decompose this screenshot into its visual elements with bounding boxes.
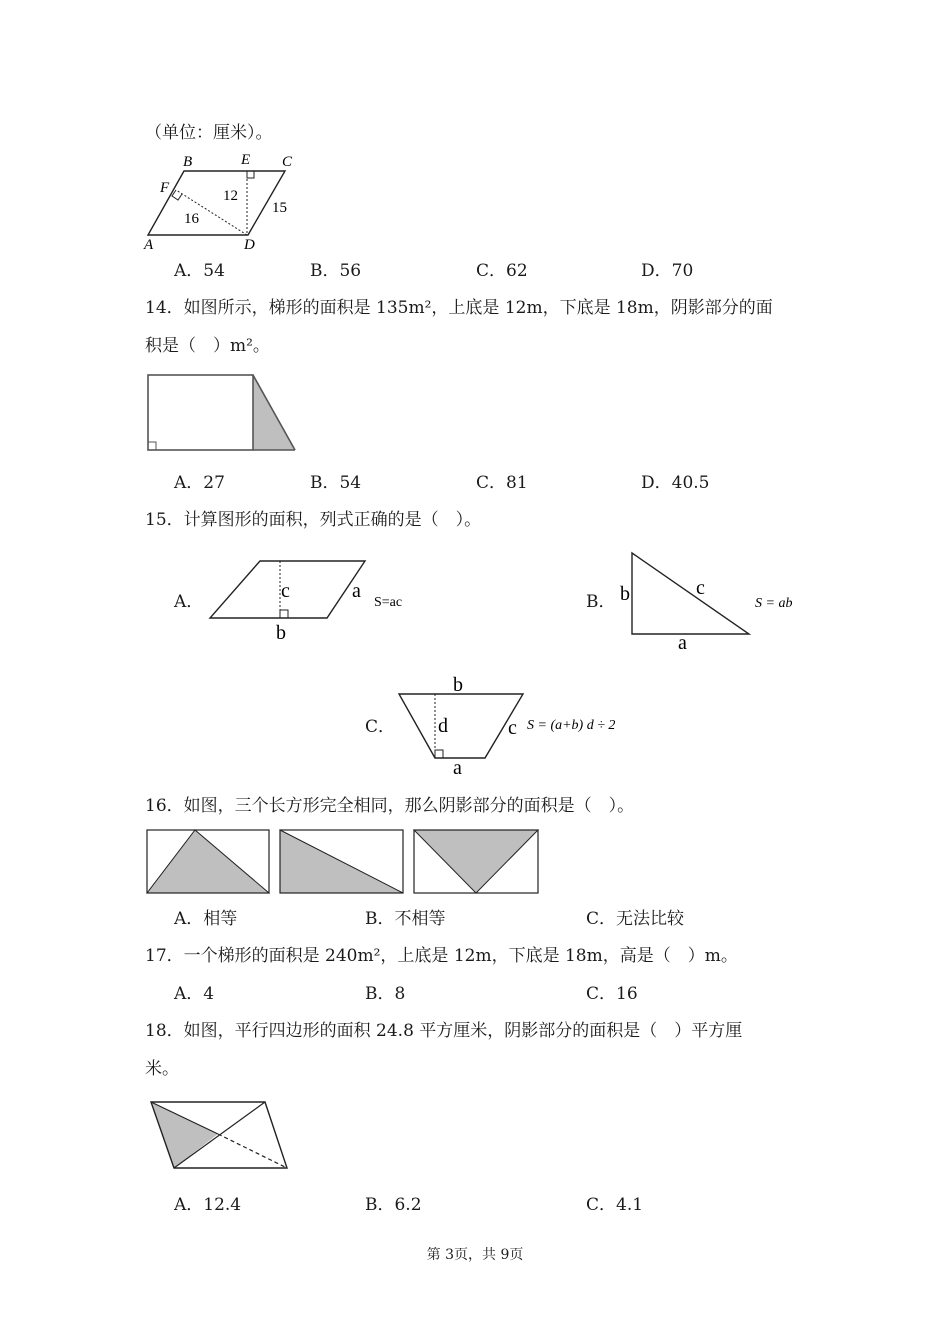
q15-question-line1: 15．计算图形的面积，列式正确的是（ ）。 (145, 510, 482, 530)
q15-option-c-trapezoid (395, 674, 635, 778)
page-number-footer: 第 3页，共 9页 (426, 1247, 524, 1263)
q13-parallelogram-figure (140, 148, 310, 256)
q15-b-label-b: b (620, 583, 630, 605)
q15-b-label-c: c (696, 577, 705, 599)
q15-option-b-label[interactable]: B． (586, 592, 616, 612)
q13-label-b: B (183, 154, 193, 170)
q16-rectangles-figure (143, 825, 543, 897)
q14-option-d[interactable]: D．40.5 (641, 473, 710, 493)
q13-label-a: A (144, 237, 154, 253)
q15-c-formula: S = (a+b) d ÷ 2 (527, 718, 616, 733)
q16-option-b[interactable]: B．不相等 (365, 909, 446, 929)
q18-question-line1: 18．如图，平行四边形的面积 24.8 平方厘米，阴影部分的面积是（ ）平方厘 (145, 1021, 743, 1041)
q13-option-c[interactable]: C．62 (476, 261, 528, 281)
q15-a-formula: S=ac (374, 595, 403, 610)
q18-parallelogram-figure (145, 1095, 295, 1177)
q14-option-b[interactable]: B．54 (310, 473, 362, 493)
q16-question-line1: 16．如图，三个长方形完全相同，那么阴影部分的面积是（ ）。 (145, 796, 635, 816)
q15-option-a-label[interactable]: A． (174, 592, 204, 612)
q15-b-formula: S = ab (755, 596, 793, 611)
q14-question-line1: 14．如图所示，梯形的面积是 135m²，上底是 12m，下底是 18m，阴影部分的面 (145, 298, 773, 318)
q13-unit-text: （单位：厘米）。 (145, 123, 273, 143)
q13-value-15: 15 (272, 200, 287, 216)
q13-label-f: F (160, 180, 170, 196)
q15-option-b-triangle (612, 548, 812, 652)
q15-option-c-label[interactable]: C． (365, 717, 396, 737)
q18-question-line2: 米。 (145, 1059, 179, 1079)
q13-option-a[interactable]: A．54 (174, 261, 225, 281)
q14-option-a[interactable]: A．27 (174, 473, 225, 493)
q16-rect-2 (280, 830, 403, 893)
q17-question-line1: 17．一个梯形的面积是 240m²，上底是 12m，下底是 18m，高是（ ）m。 (145, 946, 738, 966)
q18-option-a[interactable]: A．12.4 (174, 1195, 242, 1215)
q15-c-label-c: c (508, 717, 517, 739)
q17-option-b[interactable]: B．8 (365, 984, 406, 1004)
q15-b-label-a: a (678, 632, 687, 652)
q17-option-c[interactable]: C．16 (586, 984, 638, 1004)
q15-c-label-b: b (453, 674, 463, 696)
q18-option-b[interactable]: B．6.2 (365, 1195, 422, 1215)
q13-label-c: C (282, 154, 293, 170)
q15-a-label-b: b (276, 622, 286, 644)
q14-option-c[interactable]: C．81 (476, 473, 528, 493)
q16-rect-3 (414, 830, 538, 893)
q13-value-12: 12 (223, 188, 238, 204)
q14-trapezoid-figure (143, 370, 299, 456)
q15-option-a-parallelogram (205, 555, 420, 645)
q15-c-label-a: a (453, 757, 462, 778)
q16-rect-1 (147, 830, 269, 893)
q13-label-e: E (241, 152, 251, 168)
q13-option-d[interactable]: D．70 (641, 261, 694, 281)
q15-a-label-c: c (281, 580, 290, 602)
q13-option-b[interactable]: B．56 (310, 261, 362, 281)
q16-option-c[interactable]: C．无法比较 (586, 909, 685, 929)
q14-question-line2: 积是（ ）m²。 (145, 336, 270, 356)
q13-label-d: D (244, 237, 255, 253)
q18-option-c[interactable]: C．4.1 (586, 1195, 644, 1215)
q17-option-a[interactable]: A．4 (174, 984, 215, 1004)
q16-option-a[interactable]: A．相等 (174, 909, 238, 929)
q15-a-label-a: a (352, 580, 361, 602)
q13-value-16: 16 (184, 211, 199, 227)
q15-c-label-d: d (438, 715, 448, 737)
